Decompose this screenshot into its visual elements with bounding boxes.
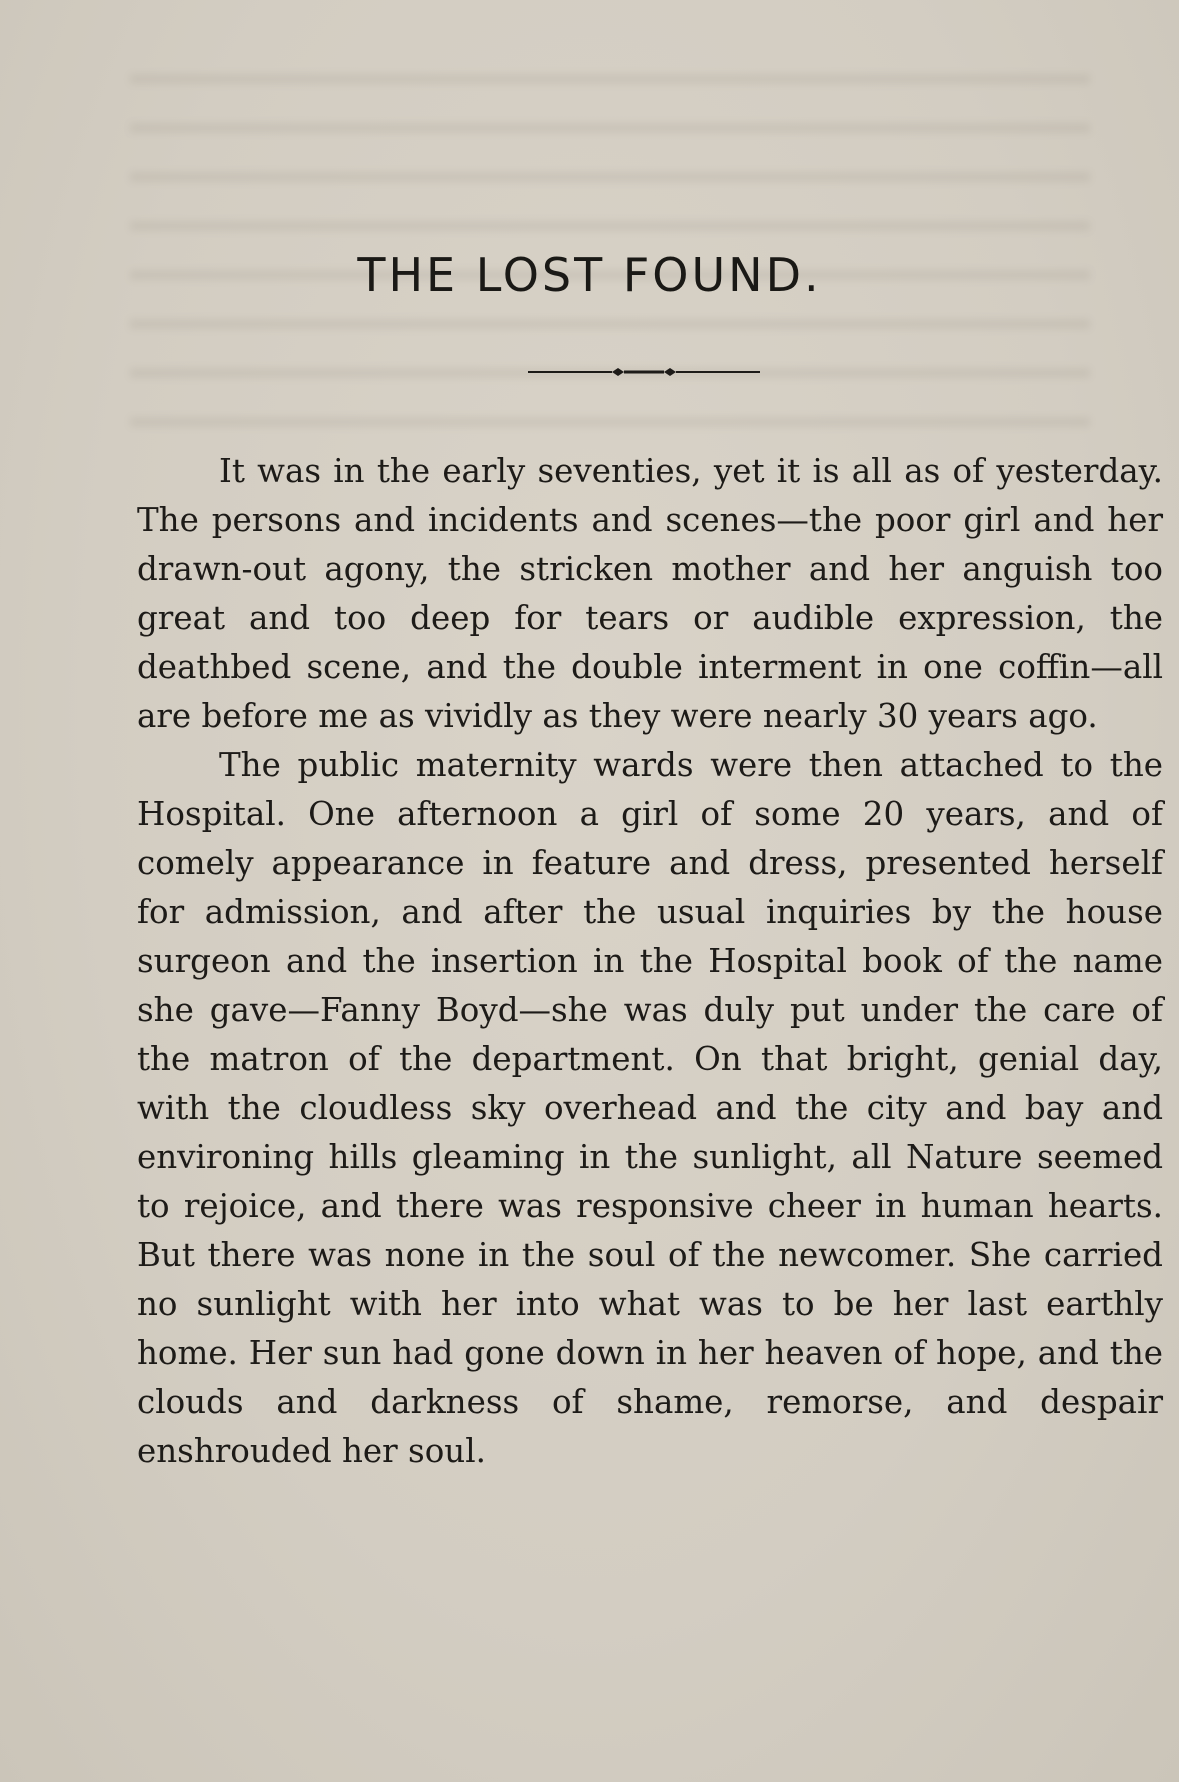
- decorative-rule-ornament: [528, 362, 760, 382]
- paragraph-1: It was in the early seventies, yet it is all as of yesterday. The persons and incidents and scenes—the poor girl and her drawn-out agony, the stricken mother and her anguish too great and too deep for tears or audible expression, the deathbed scene, and the double interment in one coffin—all are before me as vividly as they were nearly 30 years ago.: [137, 452, 1163, 735]
- chapter-title: THE LOST FOUND.: [357, 248, 822, 302]
- chapter-body: [137, 447, 1163, 1476]
- paragraph-2: The public maternity wards were then attached to the Hospital. One afternoon a girl of some 20 years, and of comely appearance in feature and dress, presented herself for admission, and after the usual inquiries by the house surgeon and the insertion in the Hospital book of the name she gave—Fanny Boyd—she was duly put under the care of the matron of the department. On that bright, genial day, with the cloudless sky overhead and the city and bay and environing hills gleaming in the sunlight, all Nature seemed to rejoice, and there was responsive cheer in human hearts. But there was none in the soul of the newcomer. She carried no sunlight with her into what was to be her last earthly home. Her sun had gone down in her heaven of hope, and the clouds and darkness of shame, remorse, and despair enshrouded her soul.: [137, 746, 1163, 1470]
